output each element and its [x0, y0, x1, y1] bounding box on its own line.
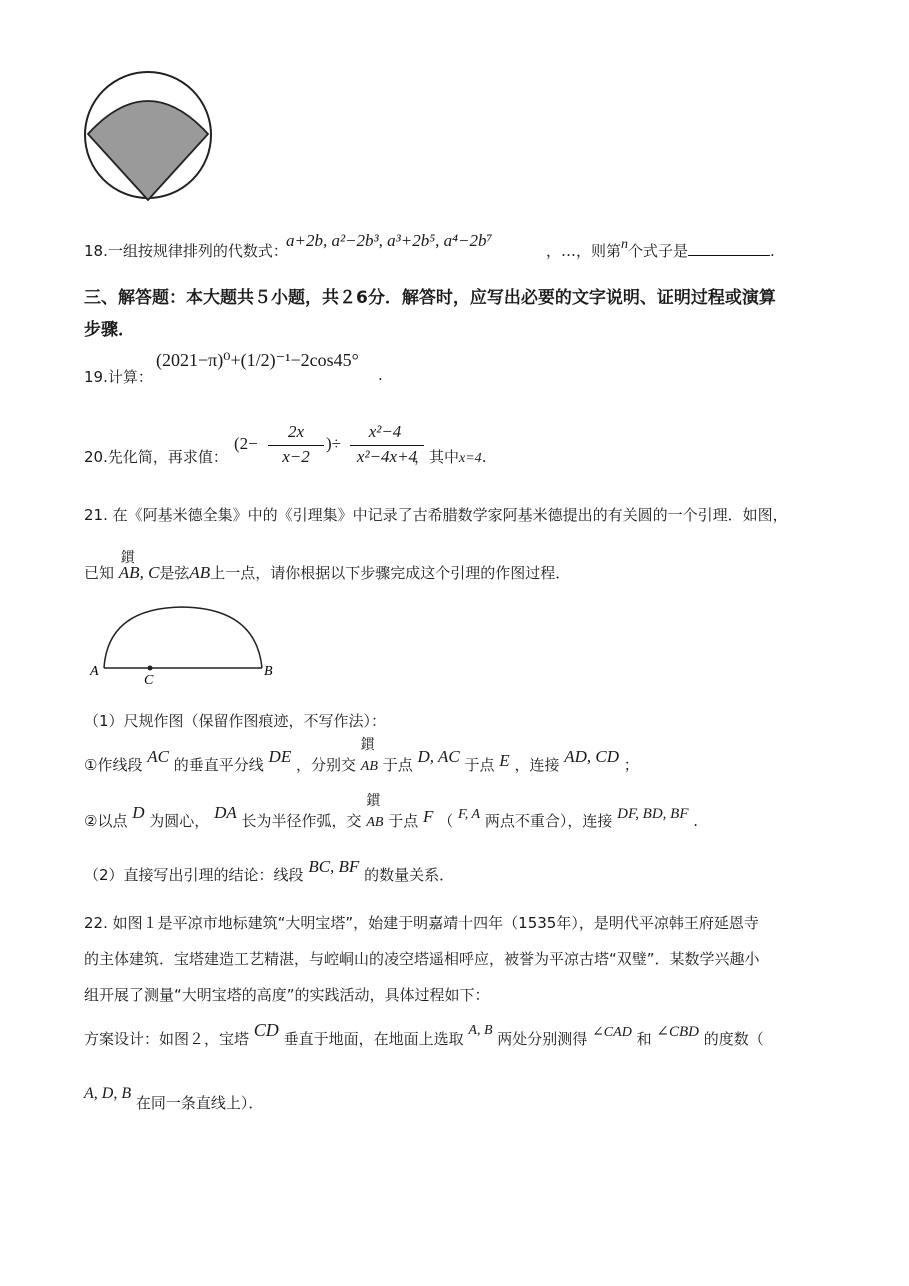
- q21-step2: ②以点 D 为圆心， DA 长为半径作弧，交 鏆 AB 于点 F （ F, A 两点不重合），连接 DF, BD, BF .: [84, 793, 699, 830]
- circle-sector-figure: [80, 70, 220, 204]
- answer-blank[interactable]: [688, 241, 770, 256]
- question-21-line2: 已知 鏆 AB, C是弦AB上一点，请你根据以下步骤完成这个引理的作图过程．: [84, 550, 571, 582]
- label-b: B: [264, 664, 273, 679]
- arc-ab-c: 鏆 AB, C: [118, 550, 160, 582]
- question-22-line4: 方案设计：如图２，宝塔 CD 垂直于地面，在地面上选取 A, B 两处分别测得 ∠CAD 和 ∠CBD 的度数（: [84, 1020, 764, 1048]
- question-20: 20.先化简，再求值：: [84, 448, 228, 466]
- question-22-line2: 的主体建筑．宝塔建造工艺精湛，与崆峒山的凌空塔遥相呼应，被誉为平凉古塔“双璧”．某数学兴趣小: [84, 950, 760, 968]
- shaded-sector: [88, 101, 208, 200]
- question-19: 19.计算：: [84, 368, 153, 386]
- q21-step1: ①作线段 AC 的垂直平分线 DE ，分别交 鏆 AB 于点 D, AC 于点 E ，连接 AD, CD ；: [84, 737, 639, 774]
- q21-part1: （1）尺规作图（保留作图痕迹，不写作法）：: [84, 712, 387, 730]
- section-3-heading-line2: 步骤．: [84, 320, 135, 340]
- q19-expression: (2021−π)⁰+(1/2)⁻¹−2cos45°: [156, 350, 359, 370]
- section-3-heading-line1: 三、解答题：本大题共５小题，共２6分．解答时，应写出必要的文字说明、证明过程或演算: [84, 288, 776, 308]
- q21-part2: （2）直接写出引理的结论：线段 BC, BF 的数量关系．: [84, 857, 455, 884]
- label-c: C: [144, 673, 154, 688]
- arc-ab: [104, 607, 262, 668]
- arc-chord-figure: [88, 598, 280, 688]
- question-22-line3: 组开展了测量“大明宝塔的高度”的实践活动，具体过程如下：: [84, 986, 490, 1004]
- q18-tail: ，…，则第n个式子是 .: [546, 237, 775, 260]
- q18-expression: a+2b, a²−2b³, a³+2b⁵, a⁴−2b⁷: [286, 231, 493, 250]
- question-18: 18.一组按规律排列的代数式：: [84, 242, 288, 260]
- q20-condition: ，其中x=4.: [414, 448, 487, 466]
- label-a: A: [90, 664, 99, 679]
- q19-end: .: [378, 366, 383, 384]
- point-c: [148, 666, 153, 671]
- question-21-line1: 21. 在《阿基米德全集》中的《引理集》中记录了古希腊数学家阿基米德提出的有关圆的一个引理．如图，: [84, 506, 788, 524]
- question-22-line5: A, D, B 在同一条直线上）．: [84, 1085, 264, 1112]
- question-22-line1: 22. 如图１是平凉市地标建筑“大明宝塔”，始建于明嘉靖十四年（1535年），是明代平凉韩王府延恩寺: [84, 914, 759, 932]
